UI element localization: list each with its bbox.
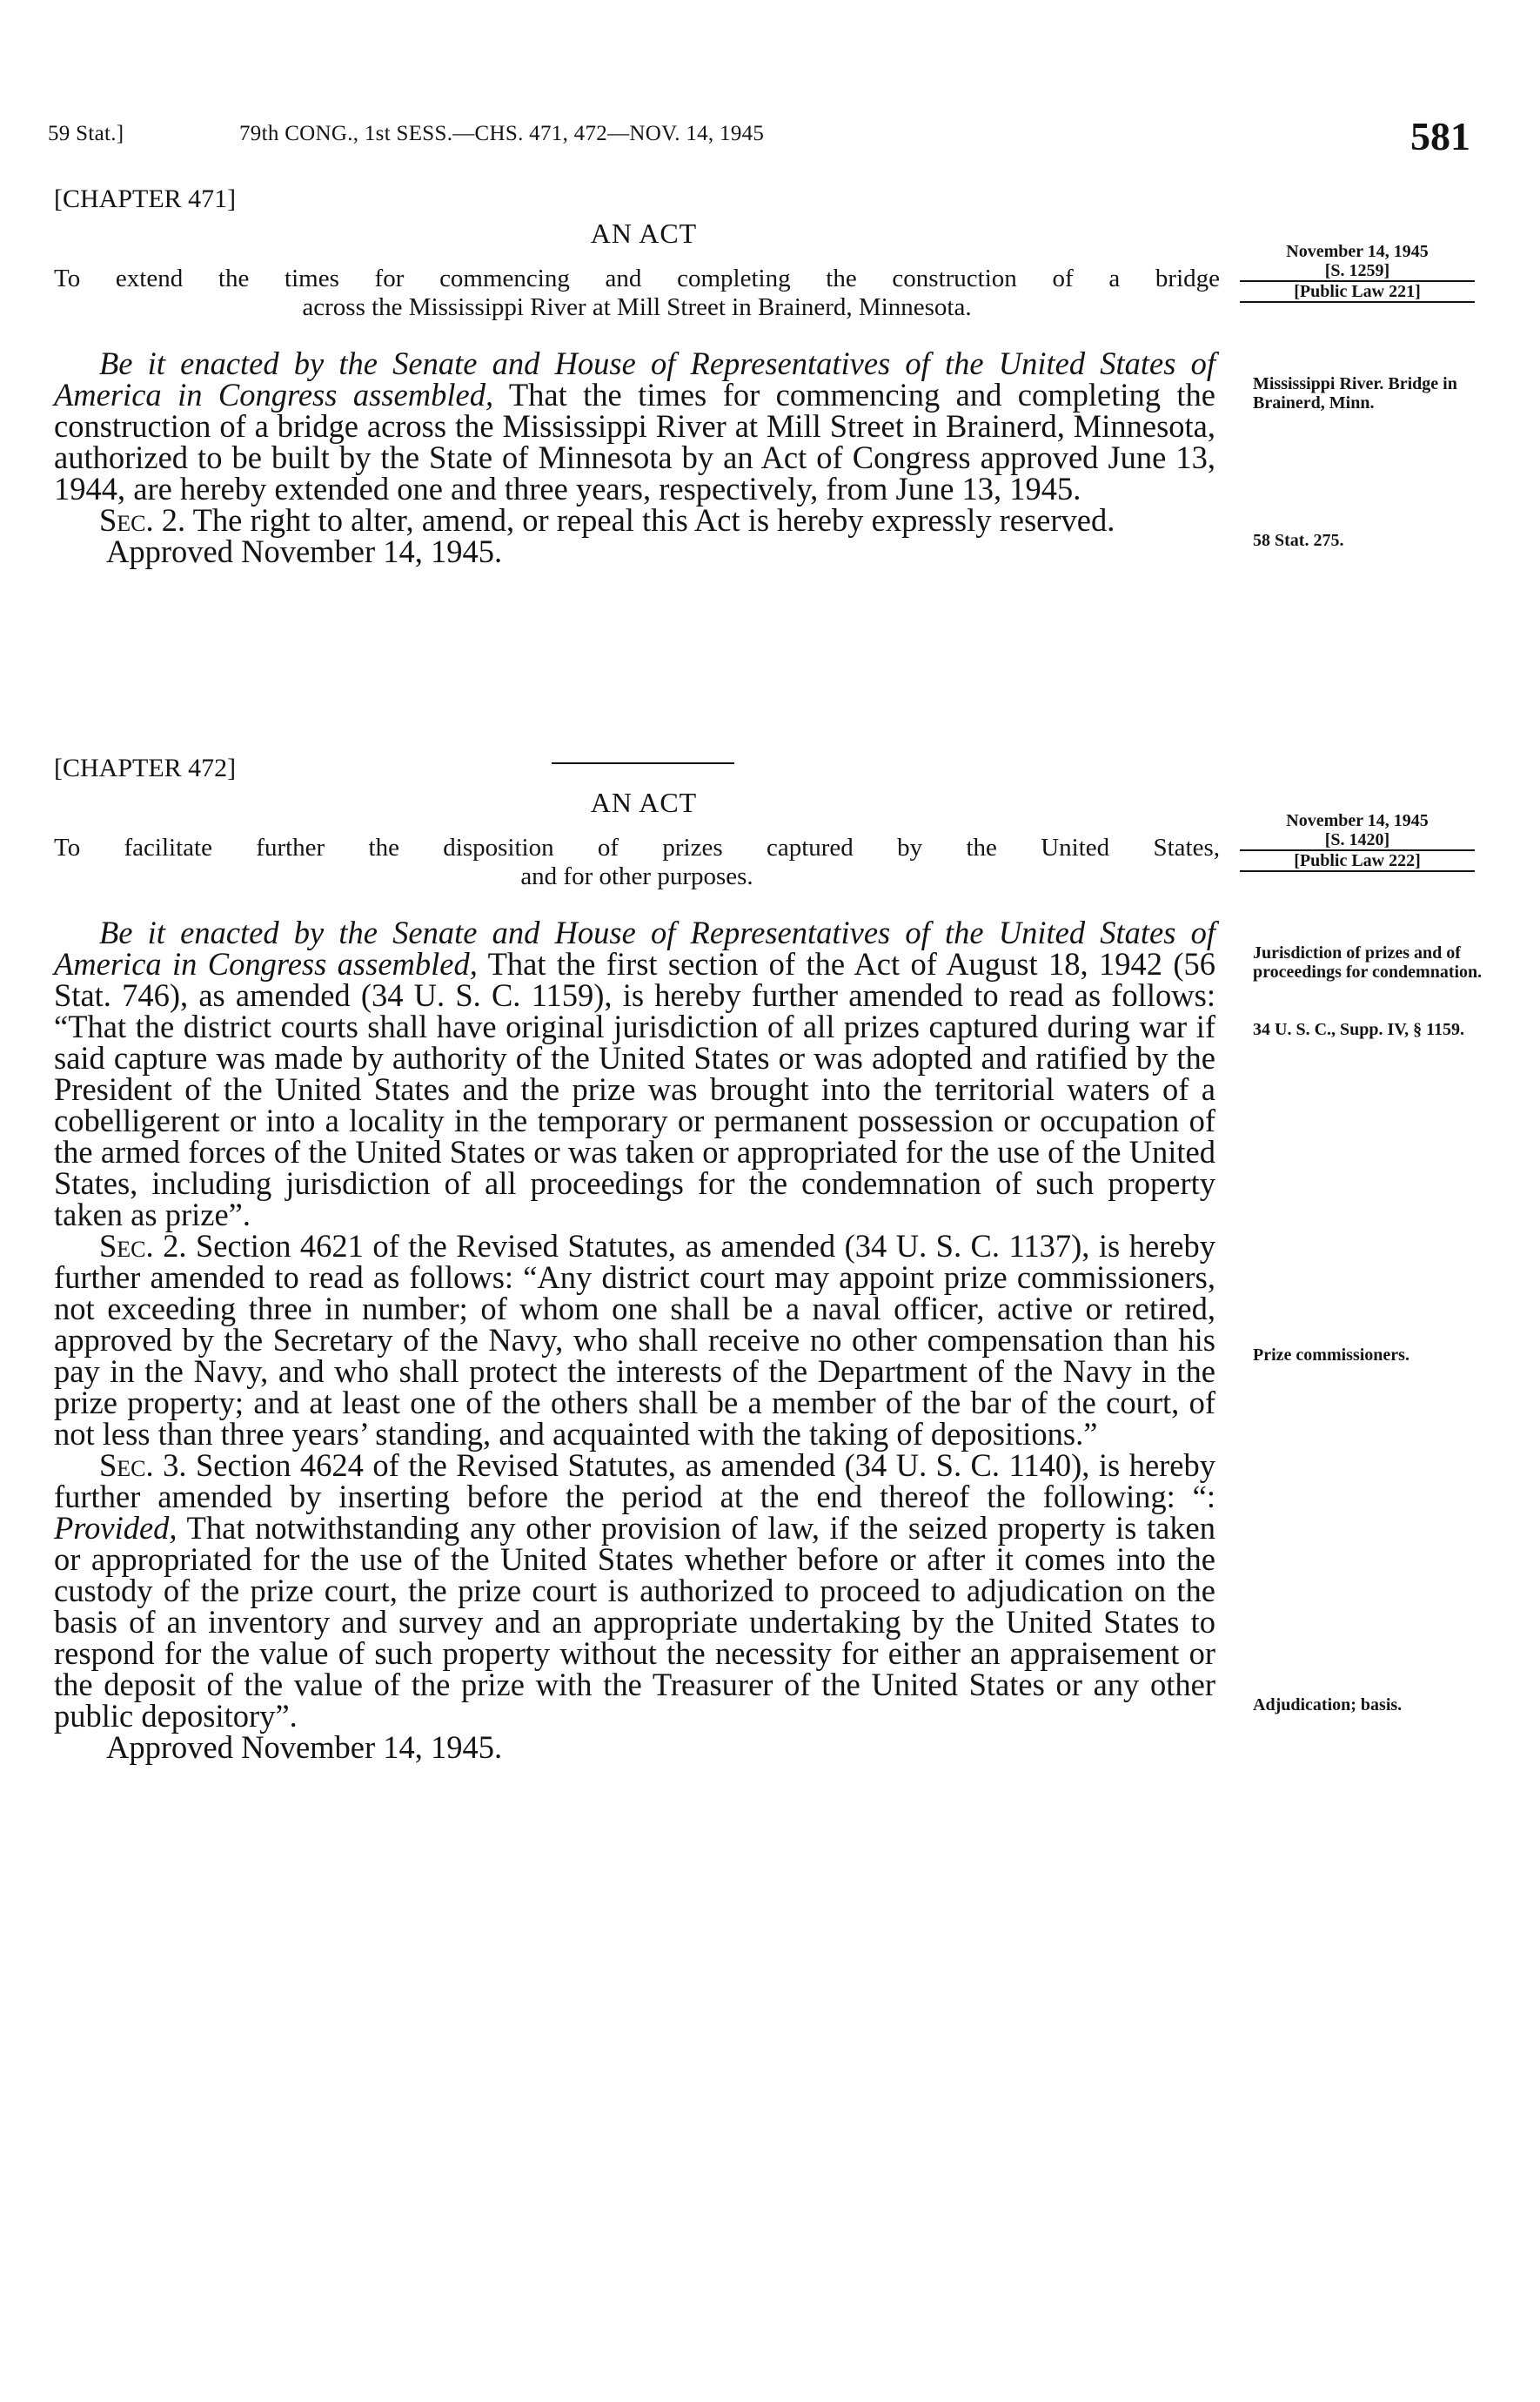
chapter-471-body	[54, 348, 1215, 567]
chapter-472-date-note: November 14, 1945	[1286, 811, 1429, 830]
chapter-472-bill-note: [S. 1420]	[1240, 830, 1475, 851]
chapter-472-section-3	[54, 1447, 1216, 1734]
chapter-471-title-line2: across the Mississippi River at Mill Street in Brainerd, Minnesota.	[302, 293, 972, 321]
section-2-text: Section 4621 of the Revised Statutes, as amended (34 U. S. C. 1137), is hereby further amended to read as follows: “Any district court may appoint prize commissioners, not exceeding three in number; of whom one shall be a naval officer, active or retired, approved by the Secretary of the Navy, who shall receive no other compensation than his pay in the Navy, and who shall protect the interests of the Department of the Navy in the prize property; and at least one of the others shall be a member of the bar of the court, of not less than three years’ standing, and acquainted with the taking of depositions.”	[54, 1228, 1216, 1452]
chapter-472-section-1	[54, 917, 1215, 1231]
chapter-471-public-law-note: [Public Law 221]	[1240, 282, 1475, 303]
congress-session-heading: 79th CONG., 1st SESS.—CHS. 471, 472—NOV. 14, 1945	[239, 122, 765, 145]
chapter-472-body	[54, 917, 1215, 1763]
section-1-text: That the times for commencing and completing the construction of a bridge across the Mississippi River at Mill Street in Brainerd, Minnesota, authorized to be built by the State of Minnesota by an Act of Congress approved June 13, 1944, are hereby extended one and three years, respectively, from June 13, 1945.	[54, 377, 1215, 507]
margin-note-adjudication: Adjudication; basis.	[1253, 1695, 1403, 1714]
chapter-471-label: [CHAPTER 471]	[54, 185, 237, 213]
stat-volume: 59 Stat.]	[48, 122, 124, 145]
chapter-472-title-line2: and for other purposes.	[520, 862, 753, 890]
chapter-471-date-note: November 14, 1945	[1286, 242, 1429, 261]
margin-note-bridge: Mississippi River. Bridge in Brainerd, Minn.	[1253, 374, 1457, 413]
chapter-472-title	[54, 834, 1220, 891]
chapter-472-act-heading: AN ACT	[590, 787, 698, 818]
chapter-472-title-line1: To facilitate further the disposition of prizes captured by the United States,	[54, 834, 1220, 862]
margin-note-34-usc: 34 U. S. C., Supp. IV, § 1159.	[1253, 1020, 1465, 1039]
page-number: 581	[1410, 114, 1470, 158]
chapter-divider	[552, 762, 734, 764]
margin-note-58-stat: 58 Stat. 275.	[1253, 531, 1344, 550]
section-label: Sec. 3.	[99, 1447, 187, 1483]
chapter-471-approved: Approved November 14, 1945.	[106, 533, 503, 569]
enacting-clause: Be it enacted by the Senate and House of Representatives of the United States of America in Congress assembled,	[54, 346, 1215, 413]
chapter-471-title-line1: To extend the times for commencing and completing the construction of a bridge	[54, 265, 1220, 292]
section-1-text: That the first section of the Act of August 18, 1942 (56 Stat. 746), as amended (34 U. S. C. 1159), is hereby further amended to read as follows: “That the district courts shall have original jurisdiction of all prizes captured during war if said capture was made by authority of the United States or was adopted and ratified by the President of the United States and the prize was brought into the territorial waters of a cobelligerent or into a locality in the temporary or permanent possession or occupation of the armed forces of the United States or was taken or appropriated for the use of the United States, including jurisdiction of all proceedings for the condemnation of such property taken as prize”.	[54, 946, 1216, 1232]
chapter-471-title	[54, 265, 1220, 322]
chapter-471-section-2	[54, 502, 1215, 538]
chapter-471-act-heading: AN ACT	[590, 218, 698, 249]
chapter-472-public-law-note: [Public Law 222]	[1240, 851, 1475, 872]
chapter-472-section-2	[54, 1228, 1216, 1452]
proviso-word: Provided,	[54, 1510, 177, 1546]
enacting-clause: Be it enacted by the Senate and House of Representatives of the United States of America in Congress assembled,	[54, 915, 1215, 982]
chapter-472-approved: Approved November 14, 1945.	[106, 1729, 503, 1765]
chapter-471-section-1	[54, 348, 1215, 505]
section-label: Sec. 2.	[99, 1228, 187, 1264]
section-label: Sec. 2.	[99, 502, 186, 538]
section-3-text-a: Section 4624 of the Revised Statutes, as amended (34 U. S. C. 1140), is hereby further amended by inserting before the period at the end thereof the following: “:	[54, 1447, 1216, 1514]
section-2-text: The right to alter, amend, or repeal this Act is hereby expressly reserved.	[185, 502, 1115, 538]
chapter-472-label: [CHAPTER 472]	[54, 754, 237, 782]
section-3-text-b: That notwithstanding any other provision of law, if the seized property is taken or appropriated for the use of the United States whether before or after it comes into the custody of the prize court, the prize court is authorized to proceed to adjudication on the basis of an inventory and survey and an appropriate undertaking by the United States to respond for the value of such property without the necessity for either an appraisement or the deposit of the value of the prize with the Treasurer of the United States or any other public depository”.	[54, 1510, 1215, 1734]
chapter-471-bill-note: [S. 1259]	[1240, 261, 1475, 282]
margin-note-prize-commissioners: Prize commissioners.	[1253, 1345, 1409, 1365]
margin-note-jurisdiction: Jurisdiction of prizes and of proceedings for condemnation.	[1253, 943, 1483, 982]
